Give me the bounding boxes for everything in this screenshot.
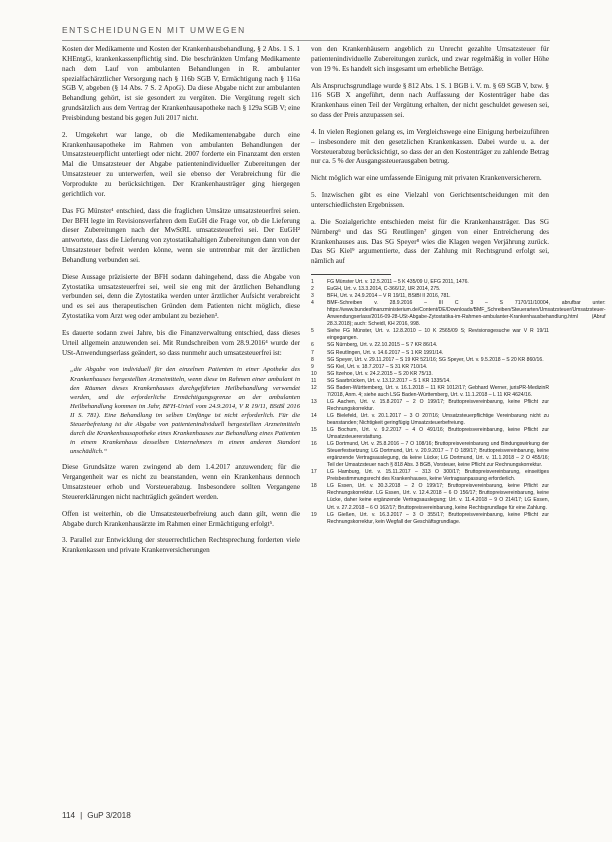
footnote [311,441,549,469]
footnote-rule [311,274,391,275]
footnote-number: 13 [311,398,317,405]
block-quote: „die Abgabe von individuell für den einzelnen Patienten in einer Apotheke des Krankenhauses hergestellten Arzneimitteln, wenn diese im Rahmen einer ambulant in den Räumen dieses Krankenhauses durchgeführten Heilbehandlung verwendet werden, und die erforderliche Ermächtigungsgrenze an der ambulanten Heilbehandlung kommen im Jahr, BFH-Urteil vom 24.9.2014, V R 19/11, BStBl 2016 II S. 781). Eine Behandlung im selben Umfänge ist nicht erforderlich. Für die Steuerbefreiung ist die Abgabe von patientenindividuell hergestellten Arzneimitteln durch die Krankenhausapotheke eines Krankenhauses zur Behandlung eines Patienten in einem Krankenhaus desselben Unternehmers in einem anderen Standort unschädlich.“ [70,366,300,456]
footnote-number: 8 [311,356,314,363]
footnote-text: SG Nürnberg, Urt. v. 22.10.2015 – S 7 KR 86/14. [327,342,438,349]
footnote-number: 2 [311,286,314,293]
body-paragraph: Offen ist weiterhin, ob die Umsatzsteuerbefreiung auch dann gilt, wenn die Abgabe durch Krankenhausärzte im Rahmen einer Ermächtigung erfolgt⁵. [62,509,300,528]
body-paragraph: Das FG Münster¹ entschied, dass die fraglichen Umsätze umsatzsteuerfrei seien. Der BFH legte im Revisionsverfahren dem EuGH die Frage vor, ob die Lieferung dieser Zubereitungen nach der MwStRL umsatzsteuerfrei sei. Der EuGH² antwortete, dass die Lieferung von zytostatikahaltigen Zubereitungen dann von der Umsatzsteuer befreit werden könne, wenn sie untrennbar mit der ärztlichen Behandlung verbunden sei. [62,206,300,264]
footnote-number: 11 [311,377,317,384]
footnote [311,413,549,427]
footnote [311,328,549,342]
running-head: ENTSCHEIDUNGEN MIT UMWEGEN [62,25,246,35]
header-rule [62,40,550,41]
left-column [62,45,300,563]
body-paragraph: 4. In vielen Regionen gelang es, im Vergleichswege eine Einigung herbeizuführen – insbesondere mit den gesetzlichen Krankenkassen. Dabei wurde u. a. der Vorsteuerabzug berücksichtigt, so dass der an den Kostenträger zu zahlende Betrag nur ca. 5 % der Ausgangssteuerausgaben betrug. [311,127,549,166]
footnote [311,286,549,293]
footnote-text: LG Aachen, Urt. v. 15.8.2017 – 2 O 199/17; Bruttopreisvereinbarung, keine Pflicht zur Rechnungskorrektur. [327,398,549,412]
footnote-text: LG Bochum, Urt. v. 9.2.2017 – 4 O 491/16; Bruttopreisvereinbarung, keine Pflicht zur Umsatzsteuererstattung. [327,427,549,441]
footnote-text: FG Münster Urt. v. 12.5.2011 – 5 K 435/09 U, EFG 2011, 1476. [327,279,469,286]
page-number: 114 [62,811,76,820]
footnote-number: 5 [311,328,314,335]
footnote-text: LG Dortmund, Urt. v. 25.8.2016 – 7 O 108/16; Bruttopreisvereinbarung und Bindungswirkung der Steuerfestsetzung; LG Dortmund, Urt. v. 20.9.2017 – 7 O 189/17; Bruttopreisvereinbarung, keine ergänzende Vertragsauslegung, da keine Lücke; LG Dortmund, Urt. v. 11.1.2018 – 2 O 455/16; Teil der Umsatzsteuer nach § 818 Abs. 3 BGB, Vorsteuer, keine Pflicht zur Rechnungskorrektur. [327,441,549,469]
footnote-text: BMF-Schreiben v. 28.9.2016 – III C 3 – S 7170/11/10004, abrufbar unter: https://www.bundesfinanzministerium.de/Content/DE/Downloads/BMF_Schreiben/Steuerarten/Umsatzsteuer/Umsatzsteuer-Anwendungserlass/2016-09-28-USt-Abgabe-Zytostatika-im-Rahmen-ambulanter-Krankenhausbehandlung.html (Abruf 28.3.2018); auch: Scheidl, KH 2016, 998. [327,300,606,328]
page-footer [62,811,131,820]
footnote [311,364,549,371]
footnote-text: SG Kiel, Urt. v. 18.7.2017 – S 31 KR 710/14. [327,363,428,370]
footnote [311,300,606,328]
footnote [311,378,549,385]
footnote [311,512,549,526]
footnote [311,399,549,413]
journal-issue: GuP 3/2018 [87,811,131,820]
footnote-number: 10 [311,370,317,377]
footnote-number: 9 [311,363,314,370]
footnote [311,342,549,349]
body-paragraph: Diese Grundsätze waren zwingend ab dem 1.4.2017 anzuwenden; für die Vergangenheit war es nicht zu beanstanden, wenn ein Krankenhaus dennoch Umsatzsteuer erhob und Vorsteuerabzug. Insbesondere sollten Vergangene Steuererklärungen nicht nachträglich geändert werden. [62,463,300,501]
body-paragraph: von den Krankenhäusern angeblich zu Unrecht gezahlte Umsatzsteuer für patientenindividuelle Zubereitungen zurück, und zwar regelmäßig in voller Höhe von 19 %. Es handelt sich insgesamt um erhebliche Beträge. [311,45,549,73]
right-column [311,45,606,526]
footnote-number: 15 [311,427,317,434]
footnote-text: Siehe FG Münster, Urt. v. 12.8.2010 – 10 K 2565/09 S; Revisionsgesuche war V R 19/11 eingegangen. [327,328,549,342]
footnote-number: 14 [311,412,317,419]
body-paragraph: 5. Inzwischen gibt es eine Vielzahl von Gerichtsentscheidungen mit den unterschiedlichsten Ergebnissen. [311,191,549,209]
footnote-number: 4 [311,300,314,307]
footnote-number: 1 [311,279,314,286]
footnote [311,427,549,441]
body-paragraph: Kosten der Medikamente und Kosten der Krankenhausbehandlung, § 2 Abs. 1 S. 1 KHEntgG, krankenkassenpflichtig sind. Die beschränkten Umfang Medikamente nach dem Lauf von ambulanten Behandlungen in R. ambulanter spezialfachärztlicher Versorgung nach § 116b SGB V, Ermächtigung nach § 116a SGB V, abgeben (§ 14 Abs. 7 S. 2 ApoG). Da diese Abgabe nicht zur ambulanten Behandlung gehört, ist sie gesondert zu vergüten. Die Vergütung regelt sich grundsätzlich aus dem Vertrag der Krankenhausapotheke nach § 129a SGB V; eine Preisbindung bestand bis gegen Juli 2017 nicht. [62,45,300,122]
footnote [311,350,549,357]
body-paragraph: Nicht möglich war eine umfassende Einigung mit privaten Krankenversicherern. [311,174,542,183]
body-paragraph: 3. Parallel zur Entwicklung der steuerrechtlichen Rechtsprechung forderten viele Krankenkassen und private Krankenversicherungen [62,536,300,555]
footnote-text: BFH, Urt. v. 24.9.2014 – V R 19/11, BStBl II 2016, 781. [327,293,451,300]
footnote-text: LG Bielefeld, Urt. v. 20.1.2017 – 3 O 207/16; Umsatzsteuerpflichtige Vereinbarung nicht zu beanstanden; Nichtigkeit geringfügig Umsatzsteuerbefreiung. [327,412,549,426]
footnote-text: SG Speyer, Urt. v. 29.11.2017 – S 19 KR 521/16; SG Speyer, Urt. v. 9.5.2018 – S 20 KR 860/16. [327,356,544,363]
footnote [311,483,549,511]
footnote [311,469,549,483]
footnote [311,279,549,286]
footnote [311,371,549,378]
footnote-text: LG Hamburg, Urt. v. 15.11.2017 – 313 O 300/17; Bruttopreisvereinbarung, einseitiges Preisbestimmungsrecht des Krankenhauses, keine Vertragsanpassung erforderlich. [327,469,549,483]
footnote-number: 19 [311,511,317,518]
footnote-text: SG Saarbrücken, Urt. v. 13.12.2017 – S 1 KR 1335/14. [327,377,451,384]
footer-separator: | [80,811,83,820]
footnote-number: 18 [311,483,317,490]
footnotes [311,279,606,526]
footnote [311,293,549,300]
footnote-text: SG Baden-Württemberg, Urt. v. 16.1.2018 – 11 KR 1012/17; Gebhard Werner, jurisPR-MedizinR 7/2018, Anm. 4; siehe auch LSG Baden-Württemberg, Urt. v. 11.1.2018 – L 11 KR 4624/16. [327,384,549,398]
body-paragraph: 2. Umgekehrt war lange, ob die Medikamentenabgabe durch eine Krankenhausapotheke im Rahmen von ambulanten Behandlungen der Umsatzsteuerpflicht unterliegt oder nicht. 2007 forderte ein Finanzamt den ersten Mal die Umsatzsteuer der Abgabe patientenindividueller Zubereitungen der Umsatzsteuer zu unterwerfen, weil sie ebenso der Verabreichung für die Vorprodukte zu berücksichtigen. Der Krankenhausträger ging hiergegen gerichtlich vor. [62,130,300,198]
footnote-number: 6 [311,342,314,349]
body-paragraph: a. Die Sozialgerichte entschieden meist für die Krankenhausträger. Das SG Nürnberg⁶ und das SG Reutlingen⁷ gingen von einer Entreicherung des Krankenhauses aus. Das SG Speyer⁸ wies die Klagen wegen Verjährung zurück. Das SG Kiel⁹ argumentierte, dass der Zahlung mit Rechtsgrund erfolgt sei, nämlich auf [311,217,549,266]
footnote-text: SG Itzehoe, Urt. v. 24.2.2015 – S 20 KR 75/13. [327,370,433,377]
footnote-number: 12 [311,384,317,391]
footnote-number: 17 [311,469,317,476]
footnote [311,385,549,399]
footnote-text: LG Essen, Urt. v. 30.3.2018 – 2 O 199/17; Bruttopreisvereinbarung, keine Pflicht zur Rechnungskorrektur. LG Essen, Urt. v. 12.4.2018 – 6 O 156/17; Bruttopreisvereinbarung, keine Lücke, daher keine ergänzende Vertragsauslegung; Urt. v. 11.4.2018 – 9 O 214/17; LG Essen, Urt. v. 27.2.2018 – 6 O 162/17; Bruttopreisvereinbarung, keine Rechtsgrundlage für eine Zahlung. [327,483,549,511]
footnote-text: SG Reutlingen, Urt. v. 14.6.2017 – S 1 KR 1991/14. [327,349,444,356]
footnote-number: 3 [311,293,314,300]
footnote [311,357,549,364]
footnote-text: LG Gießen, Urt. v. 16.3.2017 – 3 O 355/17; Bruttopreisvereinbarung, keine Pflicht zur Rechnungskorrektur, kein Wegfall der Geschäftsgrundlage. [327,511,549,525]
body-paragraph: Es dauerte sodann zwei Jahre, bis die Finanzverwaltung entschied, dass dieses Urteil allgemein anzuwenden sei. Mit Rundschreiben vom 28.9.2016⁴ wurde der USt-Anwendungserlass geändert, so dass nunmehr auch umsatzsteuerfrei ist: [62,328,300,357]
body-paragraph: Diese Aussage präzisierte der BFH sodann dahingehend, dass die Abgabe von Zytostatika umsatzsteuerfrei sei, weil sie eng mit der ärztlichen Behandlung verbunden sei, denn die Zytostatika werden unter ärztlicher Aufsicht verabreicht und es sei aus therapeutischen Gründen dem Patienten nicht möglich, diese Zytostatika vom Arzt weg oder ambulant zu beziehen³. [62,272,300,321]
body-paragraph: Als Anspruchsgrundlage wurde § 812 Abs. 1 S. 1 BGB i. V. m. § 69 SGB V, bzw. § 116 SGB X angeführt, denn nach Auffassung der Kostenträger habe das Krankenhaus einen Teil der Vergütung erhalten, der nicht geschuldet gewesen sei, so dass der Preis anzupassen sei. [311,81,549,120]
footnote-text: EuGH, Urt. v. 13.3.2014, C-366/12, UR 2014, 275. [327,286,441,293]
footnote-number: 16 [311,441,317,448]
footnote-number: 7 [311,349,314,356]
